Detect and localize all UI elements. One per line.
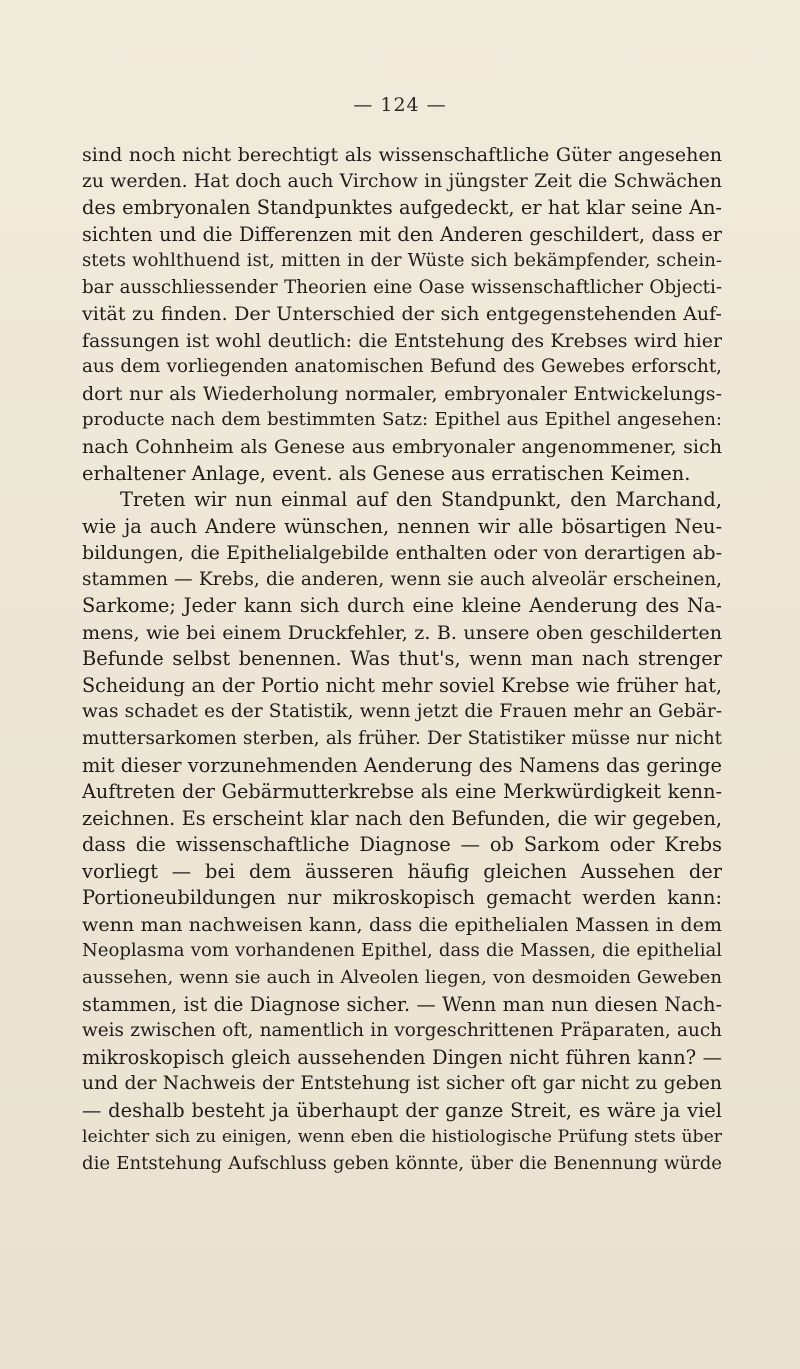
text-line: erhaltener Anlage, event. als Genese aus erratischen Keimen.: [82, 461, 691, 485]
text-line: und der Nachweis der Entstehung ist sicher oft gar nicht zu geben: [82, 1073, 722, 1095]
text-line: nach Cohnheim als Genese aus embryonaler angenommener, sich: [82, 435, 722, 459]
text-line: dort nur als Wiederholung normaler, embryonaler Entwickelungs-: [82, 382, 722, 405]
text-line: leichter sich zu einigen, wenn eben die histiologische Prüfung stets über: [82, 1127, 722, 1148]
text-line: mens, wie bei einem Druckfehler, z. B. unsere oben geschilderten: [82, 620, 722, 644]
text-line: des embryonalen Standpunktes aufgedeckt, er hat klar seine An-: [82, 196, 722, 220]
page-number: — 124 —: [353, 94, 447, 116]
text-line: Treten wir nun einmal auf den Standpunkt, den Marchand,: [120, 488, 722, 512]
text-line: dass die wissenschaftliche Diagnose — ob Sarkom oder Krebs: [82, 833, 722, 857]
text-line: aussehen, wenn sie auch in Alveolen liegen, von desmoiden Geweben: [82, 966, 722, 988]
text-line: bar ausschliessender Theorien eine Oase wissenschaftlicher Objecti-: [82, 276, 722, 298]
text-line: sichten und die Differenzen mit den Anderen geschildert, dass er: [82, 222, 722, 246]
text-line: Scheidung an der Portio nicht mehr soviel Krebse wie früher hat,: [82, 673, 722, 697]
text-line: was schadet es der Statistik, wenn jetzt die Frauen mehr an Gebär-: [82, 701, 722, 723]
text-line: — deshalb besteht ja überhaupt der ganze Streit, es wäre ja viel: [82, 1098, 722, 1122]
text-line: bildungen, die Epithelialgebilde enthalten oder von derartigen ab-: [82, 542, 722, 565]
text-line: vorliegt — bei dem äusseren häufig gleichen Aussehen der: [82, 859, 722, 883]
text-line: Sarkome; Jeder kann sich durch eine kleine Aenderung des Na-: [82, 594, 722, 618]
text-line: aus dem vorliegenden anatomischen Befund des Gewebes erforscht,: [82, 356, 722, 378]
text-line: muttersarkomen sterben, als früher. Der Statistiker müsse nur nicht: [82, 728, 722, 750]
text-line: stammen, ist die Diagnose sicher. — Wenn man nun diesen Nach-: [82, 992, 722, 1016]
text-line: mit dieser vorzunehmenden Aenderung des Namens das geringe: [82, 753, 722, 777]
text-line: mikroskopisch gleich aussehenden Dingen nicht führen kann? —: [82, 1045, 722, 1069]
text-line: vität zu finden. Der Unterschied der sich entgegenstehenden Auf-: [82, 303, 722, 326]
text-line: fassungen ist wohl deutlich: die Entstehung des Krebses wird hier: [82, 329, 722, 352]
body-text: [82, 142, 722, 1177]
text-line: stammen — Krebs, die anderen, wenn sie auch alveolär erscheinen,: [82, 568, 722, 590]
text-line: Auftreten der Gebärmutterkrebse als eine Merkwürdigkeit kenn-: [82, 780, 722, 804]
text-line: stets wohlthuend ist, mitten in der Wüste sich bekämpfender, schein-: [82, 250, 722, 272]
text-line: zeichnen. Es erscheint klar nach den Befunden, die wir gegeben,: [82, 806, 722, 830]
text-line: die Entstehung Aufschluss geben könnte, über die Benennung würde: [82, 1152, 722, 1174]
text-line: Neoplasma vom vorhandenen Epithel, dass die Massen, die epithelial: [82, 940, 722, 962]
text-line: Befunde selbst benennen. Was thut's, wenn man nach strenger: [82, 647, 722, 671]
text-line: zu werden. Hat doch auch Virchow in jüngster Zeit die Schwächen: [82, 170, 722, 192]
text-line: wie ja auch Andere wünschen, nennen wir alle bösartigen Neu-: [82, 514, 722, 538]
text-line: wenn man nachweisen kann, dass die epithelialen Massen in dem: [82, 913, 722, 936]
text-line: Portioneubildungen nur mikroskopisch gemacht werden kann:: [82, 886, 722, 910]
text-line: producte nach dem bestimmten Satz: Epithel aus Epithel angesehen:: [82, 409, 722, 431]
text-line: weis zwischen oft, namentlich in vorgeschrittenen Präparaten, auch: [82, 1020, 722, 1042]
text-line: sind noch nicht berechtigt als wissenschaftliche Güter angesehen: [82, 144, 722, 166]
